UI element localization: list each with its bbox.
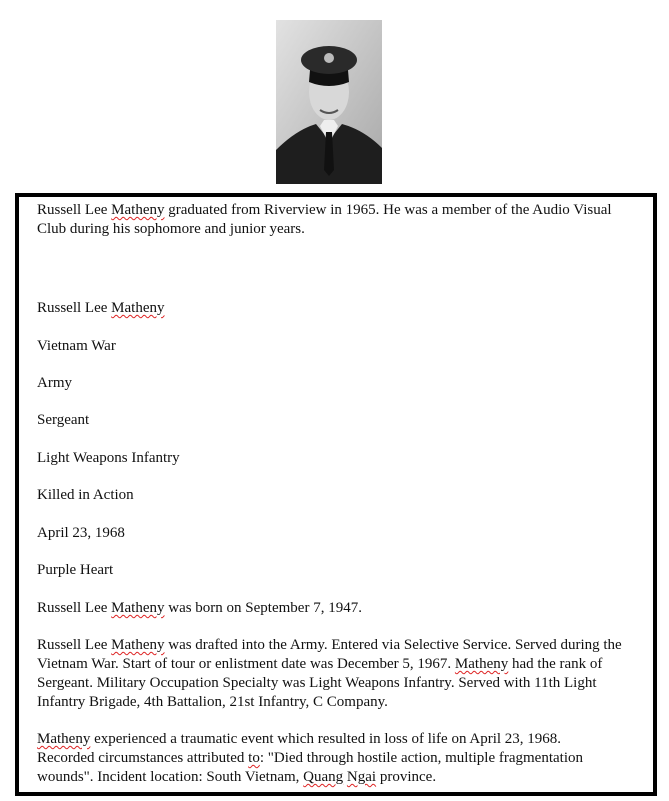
text-line bbox=[37, 674, 597, 693]
text-segment: Army bbox=[37, 375, 72, 391]
text-line bbox=[37, 655, 602, 674]
text-line bbox=[37, 299, 164, 318]
text-segment: Killed in Action bbox=[37, 487, 134, 503]
misspelled-word: to bbox=[248, 750, 260, 766]
text-segment: province. bbox=[376, 769, 437, 785]
text-segment: Russell Lee bbox=[37, 600, 112, 616]
text-line bbox=[37, 449, 180, 468]
misspelled-word: Matheny bbox=[111, 600, 165, 616]
text-line bbox=[37, 693, 388, 712]
text-segment: : "Died through hostile action, multiple fragmentation bbox=[259, 750, 583, 766]
text-line bbox=[37, 337, 116, 356]
text-segment: Club during his sophomore and junior years. bbox=[37, 221, 305, 237]
text-segment: Infantry Brigade, 4th Battalion, 21st Infantry, C Company. bbox=[37, 694, 388, 710]
text-segment: wounds". Incident location: South Vietnam, bbox=[37, 769, 304, 785]
text-segment: Sergeant bbox=[37, 412, 90, 428]
text-line bbox=[37, 599, 362, 618]
text-segment: had the rank of bbox=[508, 656, 603, 672]
text-segment: Vietnam War bbox=[37, 338, 116, 354]
text-segment: Russell Lee bbox=[37, 637, 112, 653]
text-line bbox=[37, 561, 113, 580]
text-line bbox=[37, 730, 561, 749]
misspelled-word: Matheny bbox=[37, 731, 91, 747]
text-segment: was drafted into the Army. Entered via Selective Service. Served during the bbox=[164, 637, 622, 653]
text-line bbox=[37, 524, 125, 543]
misspelled-word: Matheny bbox=[111, 300, 165, 316]
text-segment: April 23, 1968 bbox=[37, 525, 125, 541]
text-segment: experienced a traumatic event which resulted in loss of life on April 23, 1968. bbox=[90, 731, 562, 747]
text-segment: graduated from Riverview in 1965. He was a member of the Audio Visual bbox=[164, 202, 612, 218]
portrait-photo bbox=[276, 20, 382, 184]
text-line bbox=[37, 201, 612, 220]
text-segment: Recorded circumstances attributed bbox=[37, 750, 249, 766]
text-line bbox=[37, 768, 436, 787]
text-line bbox=[37, 486, 134, 505]
text-segment: Vietnam War. Start of tour or enlistment date was December 5, 1967. bbox=[37, 656, 455, 672]
misspelled-word: Ngai bbox=[346, 769, 377, 785]
text-line bbox=[37, 411, 89, 430]
text-line bbox=[37, 636, 622, 655]
misspelled-word: Matheny bbox=[111, 202, 165, 218]
text-segment: Russell Lee bbox=[37, 300, 112, 316]
misspelled-word: Matheny bbox=[454, 656, 509, 672]
text-line bbox=[37, 220, 305, 239]
misspelled-word: Quang bbox=[303, 769, 344, 785]
text-segment: Purple Heart bbox=[37, 562, 114, 578]
text-segment: Sergeant. Military Occupation Specialty was Light Weapons Infantry. Served with 11th Light bbox=[37, 675, 597, 691]
text-segment: Russell Lee bbox=[37, 202, 112, 218]
text-line bbox=[37, 374, 72, 393]
text-line bbox=[37, 749, 583, 768]
text-segment: Light Weapons Infantry bbox=[37, 450, 180, 466]
misspelled-word: Matheny bbox=[111, 637, 165, 653]
text-segment: was born on September 7, 1947. bbox=[164, 600, 362, 616]
